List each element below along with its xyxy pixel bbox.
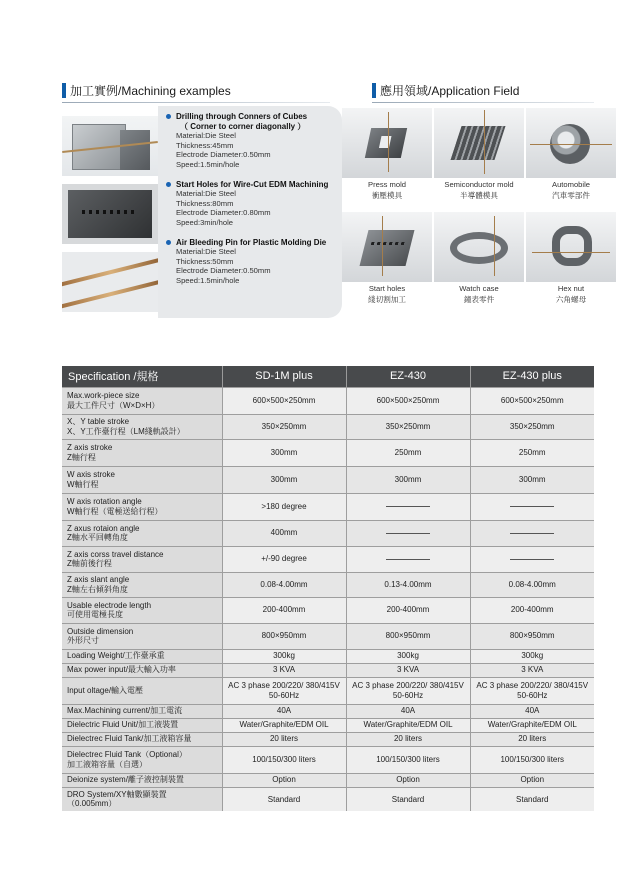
dash-line	[510, 559, 554, 560]
example-title: Start Holes for Wire-Cut EDM Machining	[176, 179, 329, 189]
example-subtitle: （ Corner to corner diagonally ）	[180, 121, 306, 131]
spec-label	[62, 520, 222, 546]
spec-label-line: 外形尺寸	[67, 636, 99, 645]
example-title: Air Bleeding Pin for Plastic Molding Die	[176, 237, 327, 247]
spec-value: 300kg	[470, 649, 594, 663]
spec-label	[62, 572, 222, 597]
spec-label-line: Usable electrode length	[67, 600, 152, 610]
automobile-part-image	[526, 108, 616, 178]
spec-value: Option	[222, 773, 346, 787]
spec-value: 600×500×250mm	[222, 387, 346, 414]
spec-label-line: Loading Weight/工作臺承重	[67, 651, 165, 661]
spec-label-line: X、Y工作臺行程（LM綫軌設計）	[67, 426, 185, 436]
spec-value: 600×500×250mm	[346, 387, 470, 414]
application-hex-nut	[526, 212, 616, 304]
example-speed: Speed:3min/hole	[176, 217, 233, 227]
spec-value-not-applicable	[346, 520, 470, 546]
spec-row	[62, 623, 594, 649]
spec-label-line: Z軸前後行程	[67, 559, 112, 568]
heading-bar	[372, 83, 376, 98]
machining-examples-panel	[158, 106, 342, 318]
dash-line	[386, 559, 430, 560]
spec-row	[62, 572, 594, 597]
spec-value-not-applicable	[470, 520, 594, 546]
machining-examples-heading	[62, 80, 330, 100]
spec-value: AC 3 phase 200/220/ 380/415V 50-60Hz	[470, 677, 594, 704]
application-label-en: Press mold	[368, 180, 406, 189]
spec-value: 800×950mm	[470, 623, 594, 649]
specification-table	[62, 366, 594, 811]
application-label-zh: 綫切割加工	[368, 295, 406, 304]
spec-label-line: W軸行程	[67, 479, 99, 489]
spec-row	[62, 466, 594, 493]
spec-value-not-applicable	[346, 493, 470, 520]
spec-label-line: Max power input/最大輸入功率	[67, 665, 176, 675]
start-holes-block-photo	[62, 184, 158, 244]
press-mold-image	[342, 108, 432, 178]
spec-label-line: Dielectrec Fluid Tank（Optional）	[67, 750, 187, 760]
spec-value: 300kg	[346, 649, 470, 663]
spec-label-line: Z axus rotaion angle	[67, 523, 140, 533]
example-material: Material:Die Steel	[176, 247, 236, 257]
spec-label	[62, 732, 222, 746]
spec-value-not-applicable	[470, 493, 594, 520]
spec-label-line: 加工液箱容量（自選）	[67, 759, 147, 769]
spec-value: Standard	[222, 787, 346, 811]
spec-value: Option	[346, 773, 470, 787]
application-label-zh: 衝壓模具	[371, 191, 403, 200]
spec-label	[62, 663, 222, 677]
application-label-en: Automobile	[552, 180, 590, 189]
dash-line	[510, 506, 554, 507]
spec-header-model: SD-1M plus	[222, 366, 346, 387]
cube-drilling-photo	[62, 116, 158, 176]
application-label-zh: 鐘表零件	[463, 295, 495, 304]
application-label-zh: 六角螺母	[555, 295, 587, 304]
spec-value: 300mm	[222, 439, 346, 466]
spec-row	[62, 663, 594, 677]
dash-line	[386, 506, 430, 507]
spec-value: 350×250mm	[470, 414, 594, 439]
spec-label	[62, 773, 222, 787]
spec-value: 400mm	[222, 520, 346, 546]
spec-label-line: Input oltage/輸入電壓	[67, 685, 144, 695]
example-speed: Speed:1.5min/hole	[176, 159, 240, 169]
spec-label	[62, 677, 222, 704]
application-label-zh: 汽車零部件	[552, 191, 590, 200]
spec-label	[62, 718, 222, 732]
example-title: Drilling through Conners of Cubes	[176, 112, 308, 121]
spec-label	[62, 493, 222, 520]
spec-label-line: Dielectrec Fluid Tank/加工液箱容量	[67, 734, 192, 744]
heading-bar	[62, 83, 66, 98]
spec-label-line: Z軸行程	[67, 452, 96, 462]
spec-label-line: Dielectric Fluid Unit/加工液裝置	[67, 720, 179, 730]
spec-value: Water/Graphite/EDM OIL	[470, 718, 594, 732]
spec-value: 100/150/300 liters	[346, 746, 470, 773]
heading-underline	[372, 102, 594, 103]
spec-row	[62, 732, 594, 746]
dash-line	[386, 533, 430, 534]
example-item	[166, 112, 334, 170]
spec-value: 200-400mm	[470, 597, 594, 623]
machining-example-photos	[62, 116, 158, 320]
spec-label	[62, 597, 222, 623]
example-speed: Speed:1.5min/hole	[176, 275, 240, 285]
spec-label-line: Max.work-piece size	[67, 391, 140, 401]
spec-value-not-applicable	[346, 546, 470, 572]
bullet-icon	[166, 240, 171, 245]
spec-label-line: Z axis slant angle	[67, 575, 130, 585]
spec-value: 200-400mm	[222, 597, 346, 623]
spec-value: 40A	[346, 704, 470, 718]
application-field-heading	[372, 80, 594, 100]
example-thickness: Thickness:45mm	[176, 140, 234, 150]
spec-value: 300mm	[222, 466, 346, 493]
spec-row	[62, 520, 594, 546]
spec-row	[62, 787, 594, 811]
application-label-en: Watch case	[459, 284, 499, 293]
example-material: Material:Die Steel	[176, 131, 236, 141]
application-label-en: Semiconductor mold	[444, 180, 514, 189]
spec-label-line: Z軸左右傾斜角度	[67, 584, 128, 594]
spec-label-line: W axis rotation angle	[67, 497, 142, 507]
spec-value: 0.08-4.00mm	[222, 572, 346, 597]
start-holes-image	[342, 212, 432, 282]
watch-case-image	[434, 212, 524, 282]
air-bleeding-pin-photo	[62, 252, 158, 312]
spec-value: 0.08-4.00mm	[470, 572, 594, 597]
example-item	[166, 238, 334, 286]
spec-value-not-applicable	[470, 546, 594, 572]
spec-value: 40A	[222, 704, 346, 718]
spec-value: 600×500×250mm	[470, 387, 594, 414]
example-thickness: Thickness:80mm	[176, 198, 234, 208]
spec-label-line: Outside dimension	[67, 626, 134, 636]
example-material: Material:Die Steel	[176, 189, 236, 199]
spec-row	[62, 773, 594, 787]
semiconductor-mold-image	[434, 108, 524, 178]
spec-label	[62, 414, 222, 439]
spec-value: Standard	[346, 787, 470, 811]
spec-header-label: Specification /規格	[62, 366, 222, 387]
spec-value: 200-400mm	[346, 597, 470, 623]
spec-value: AC 3 phase 200/220/ 380/415V 50-60Hz	[222, 677, 346, 704]
spec-value: 3 KVA	[222, 663, 346, 677]
application-press-mold	[342, 108, 432, 200]
spec-row	[62, 439, 594, 466]
application-semiconductor-mold	[434, 108, 524, 200]
spec-value: +/-90 degree	[222, 546, 346, 572]
spec-label	[62, 787, 222, 811]
spec-label-line: W axis stroke	[67, 470, 116, 480]
spec-value: 0.13-4.00mm	[346, 572, 470, 597]
spec-value: 3 KVA	[470, 663, 594, 677]
application-start-holes	[342, 212, 432, 304]
spec-label	[62, 623, 222, 649]
spec-value: 100/150/300 liters	[470, 746, 594, 773]
spec-value: 350×250mm	[222, 414, 346, 439]
spec-value: >180 degree	[222, 493, 346, 520]
example-electrode: Electrode Diameter:0.50mm	[176, 266, 271, 276]
spec-row	[62, 704, 594, 718]
spec-row	[62, 718, 594, 732]
heading-underline	[62, 102, 330, 103]
spec-label-line: （0.005mm）	[67, 799, 117, 809]
spec-label	[62, 704, 222, 718]
spec-value: 20 liters	[470, 732, 594, 746]
spec-value: 250mm	[470, 439, 594, 466]
spec-value: 800×950mm	[222, 623, 346, 649]
spec-label-line: X、Y table stroke	[67, 417, 130, 427]
spec-label	[62, 546, 222, 572]
spec-value: Standard	[470, 787, 594, 811]
spec-value: 800×950mm	[346, 623, 470, 649]
spec-value: 40A	[470, 704, 594, 718]
spec-row	[62, 746, 594, 773]
application-watch-case	[434, 212, 524, 304]
application-label-en: Start holes	[368, 284, 406, 293]
spec-header-row	[62, 366, 594, 387]
spec-value: Water/Graphite/EDM OIL	[222, 718, 346, 732]
spec-label-line: Z axis corss travel distance	[67, 549, 164, 559]
spec-row	[62, 387, 594, 414]
spec-value: 3 KVA	[346, 663, 470, 677]
application-automobile	[526, 108, 616, 200]
spec-label-line: Z axis stroke	[67, 443, 113, 453]
spec-value: 350×250mm	[346, 414, 470, 439]
spec-label	[62, 439, 222, 466]
spec-label-line: Max.Machining current/加工電流	[67, 706, 183, 716]
hex-nut-image	[526, 212, 616, 282]
spec-label	[62, 466, 222, 493]
spec-row	[62, 546, 594, 572]
spec-row	[62, 597, 594, 623]
spec-label-line: 可使用電極長度	[67, 610, 123, 619]
spec-value: 300mm	[470, 466, 594, 493]
spec-label	[62, 387, 222, 414]
dash-line	[510, 533, 554, 534]
spec-header-model: EZ-430	[346, 366, 470, 387]
example-item	[166, 180, 334, 228]
spec-label	[62, 746, 222, 773]
spec-value: 250mm	[346, 439, 470, 466]
example-electrode: Electrode Diameter:0.50mm	[176, 150, 271, 160]
bullet-icon	[166, 182, 171, 187]
spec-value: Water/Graphite/EDM OIL	[346, 718, 470, 732]
spec-label-line: DRO System/XY軸數顯裝置	[67, 789, 167, 799]
spec-row	[62, 649, 594, 663]
spec-value: 20 liters	[222, 732, 346, 746]
application-label-en: Hex nut	[557, 284, 585, 293]
spec-label	[62, 649, 222, 663]
spec-label-line: Z軸水平回轉角度	[67, 533, 128, 542]
application-label-zh: 半導體模具	[460, 191, 498, 200]
spec-value: 300mm	[346, 466, 470, 493]
spec-label-line: 最大工件尺寸（W×D×H）	[67, 400, 160, 410]
spec-label-line: Deionize system/離子液控制裝置	[67, 775, 184, 785]
spec-value: Option	[470, 773, 594, 787]
spec-value: 100/150/300 liters	[222, 746, 346, 773]
example-thickness: Thickness:50mm	[176, 256, 234, 266]
spec-value: 300kg	[222, 649, 346, 663]
example-electrode: Electrode Diameter:0.80mm	[176, 208, 271, 218]
spec-value: 20 liters	[346, 732, 470, 746]
spec-value: AC 3 phase 200/220/ 380/415V 50-60Hz	[346, 677, 470, 704]
machining-examples-title: 加工實例/Machining examples	[70, 83, 231, 98]
spec-header-model: EZ-430 plus	[470, 366, 594, 387]
spec-row	[62, 414, 594, 439]
spec-row	[62, 677, 594, 704]
spec-label-line: W軸行程（電極送給行程）	[67, 506, 163, 516]
spec-row	[62, 493, 594, 520]
application-field-title: 應用領域/Application Field	[380, 83, 520, 98]
bullet-icon	[166, 114, 171, 119]
